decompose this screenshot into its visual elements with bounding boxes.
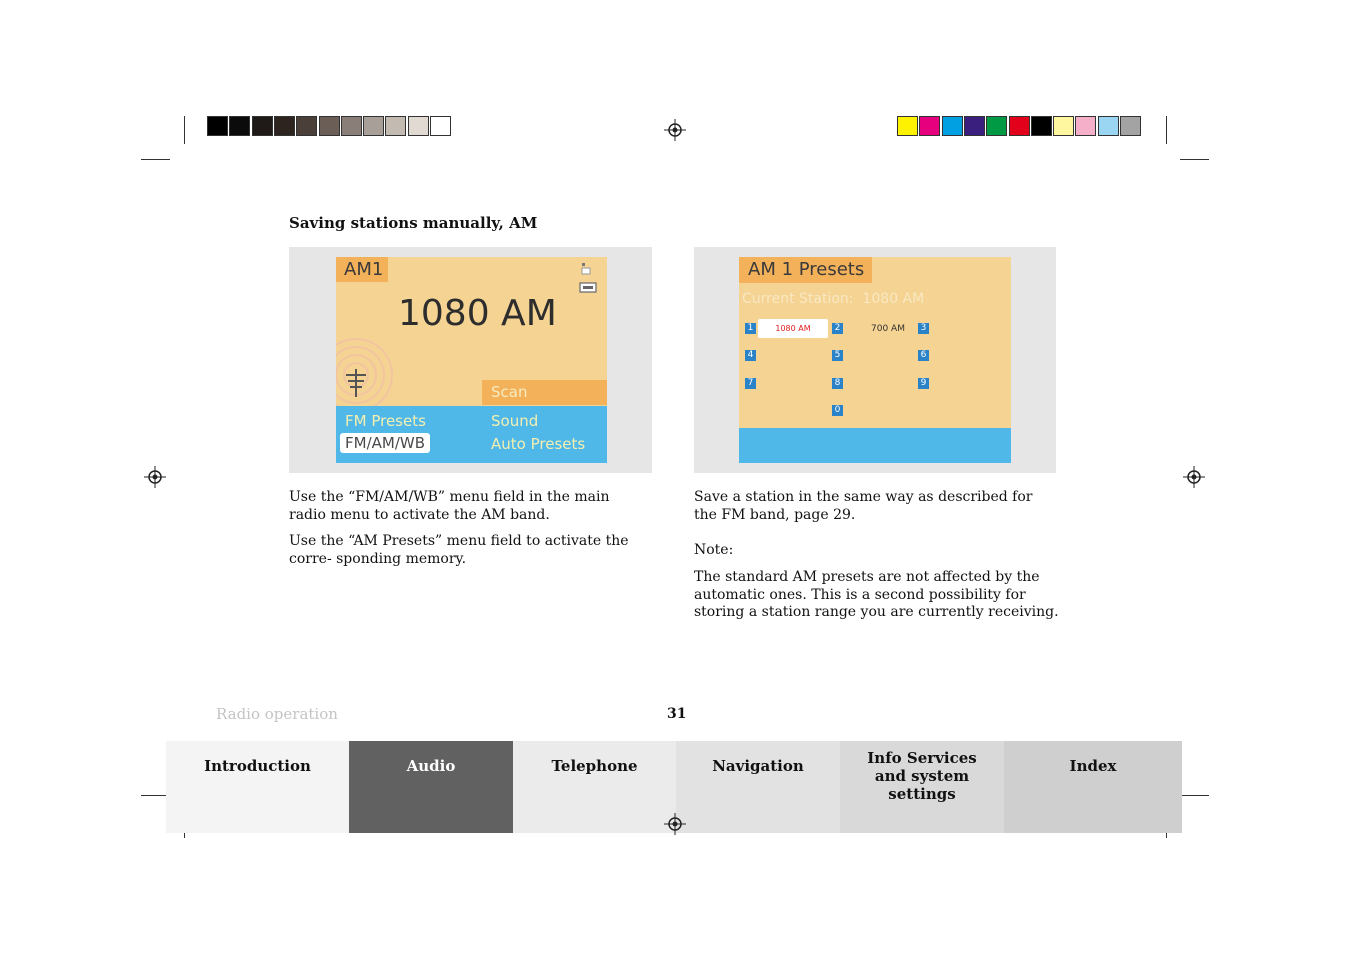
section-title: Radio operation — [216, 705, 338, 723]
preset-number: 7 — [745, 378, 756, 389]
calibration-swatch — [207, 116, 228, 136]
calibration-swatch — [1098, 116, 1119, 136]
preset-number: 8 — [832, 378, 843, 389]
preset-number: 6 — [918, 350, 929, 361]
calibration-swatch — [1031, 116, 1052, 136]
calibration-swatch — [296, 116, 317, 136]
preset-station: 700 AM — [871, 324, 905, 334]
calibration-swatch — [1053, 116, 1074, 136]
calibration-swatch — [942, 116, 963, 136]
calibration-swatch — [363, 116, 384, 136]
preset-number: 5 — [832, 350, 843, 361]
crop-mark — [184, 116, 185, 144]
preset-number: 9 — [918, 378, 929, 389]
calibration-swatch — [919, 116, 940, 136]
preset-number: 3 — [918, 323, 929, 334]
preset-number: 1 — [745, 323, 756, 334]
crop-mark — [141, 159, 170, 160]
calibration-swatch — [341, 116, 362, 136]
calibration-swatch — [897, 116, 918, 136]
registration-mark-icon — [664, 813, 686, 835]
radio-screen — [336, 257, 607, 463]
calibration-swatch — [986, 116, 1007, 136]
calibration-swatch — [274, 116, 295, 136]
screenshot-panel-am-presets — [694, 247, 1056, 473]
menu-item-scan[interactable]: Scan — [482, 380, 607, 405]
note-text: The standard AM presets are not affected by the automatic ones. This is a second possibility for storing a station range you are currently receiving. — [694, 569, 1059, 620]
crop-mark — [1166, 116, 1167, 144]
crop-mark — [1180, 159, 1209, 160]
softkey-menu — [739, 428, 1011, 463]
calibration-swatch — [385, 116, 406, 136]
calibration-swatch — [1009, 116, 1030, 136]
calibration-swatch — [1075, 116, 1096, 136]
tab-telephone[interactable]: Telephone — [513, 741, 676, 833]
calibration-swatch — [319, 116, 340, 136]
band-label: AM1 — [336, 257, 388, 282]
page-heading: Saving stations manually, AM — [289, 214, 538, 232]
current-station-label: Current Station: 1080 AM — [742, 291, 925, 307]
tab-audio[interactable]: Audio — [349, 741, 513, 833]
instruction-text: Save a station in the same way as described for the FM band, page 29. — [694, 489, 1033, 523]
preset-number: 4 — [745, 350, 756, 361]
calibration-swatch — [252, 116, 273, 136]
preset-number: 2 — [832, 323, 843, 334]
calibration-swatch — [229, 116, 250, 136]
tab-info-services[interactable]: Info Services and system settings — [840, 741, 1004, 833]
preset-number: 0 — [832, 405, 843, 416]
registration-mark-icon — [1183, 466, 1205, 488]
status-icons — [578, 261, 600, 295]
antenna-signal-icon — [336, 325, 406, 409]
instruction-text: Use the “AM Presets” menu field to activate the corre- sponding memory. — [289, 533, 629, 567]
screenshot-panel-main-radio — [289, 247, 652, 473]
page-number: 31 — [667, 706, 687, 722]
tab-introduction[interactable]: Introduction — [166, 741, 349, 833]
calibration-swatch — [408, 116, 429, 136]
menu-item-sound[interactable]: Sound — [491, 412, 539, 430]
instruction-text: Use the “FM/AM/WB” menu field in the main radio menu to activate the AM band. — [289, 489, 610, 523]
calibration-swatch — [1120, 116, 1141, 136]
presets-screen — [739, 257, 1011, 463]
calibration-swatch — [964, 116, 985, 136]
registration-mark-icon — [144, 466, 166, 488]
menu-item-fm-am-wb[interactable]: FM/AM/WB — [340, 433, 430, 453]
presets-title: AM 1 Presets — [739, 257, 872, 283]
tab-navigation[interactable]: Navigation — [676, 741, 840, 833]
softkey-menu — [336, 406, 607, 463]
preset-station-selected: 1080 AM — [758, 319, 828, 338]
menu-item-fm-presets[interactable]: FM Presets — [345, 412, 426, 430]
note-label: Note: — [694, 542, 734, 558]
calibration-swatch — [430, 116, 451, 136]
menu-item-auto-presets[interactable]: Auto Presets — [491, 435, 586, 453]
registration-mark-icon — [664, 119, 686, 141]
frequency-display: 1080 AM — [398, 293, 557, 334]
crop-mark — [1180, 795, 1209, 796]
tab-index[interactable]: Index — [1004, 741, 1182, 833]
